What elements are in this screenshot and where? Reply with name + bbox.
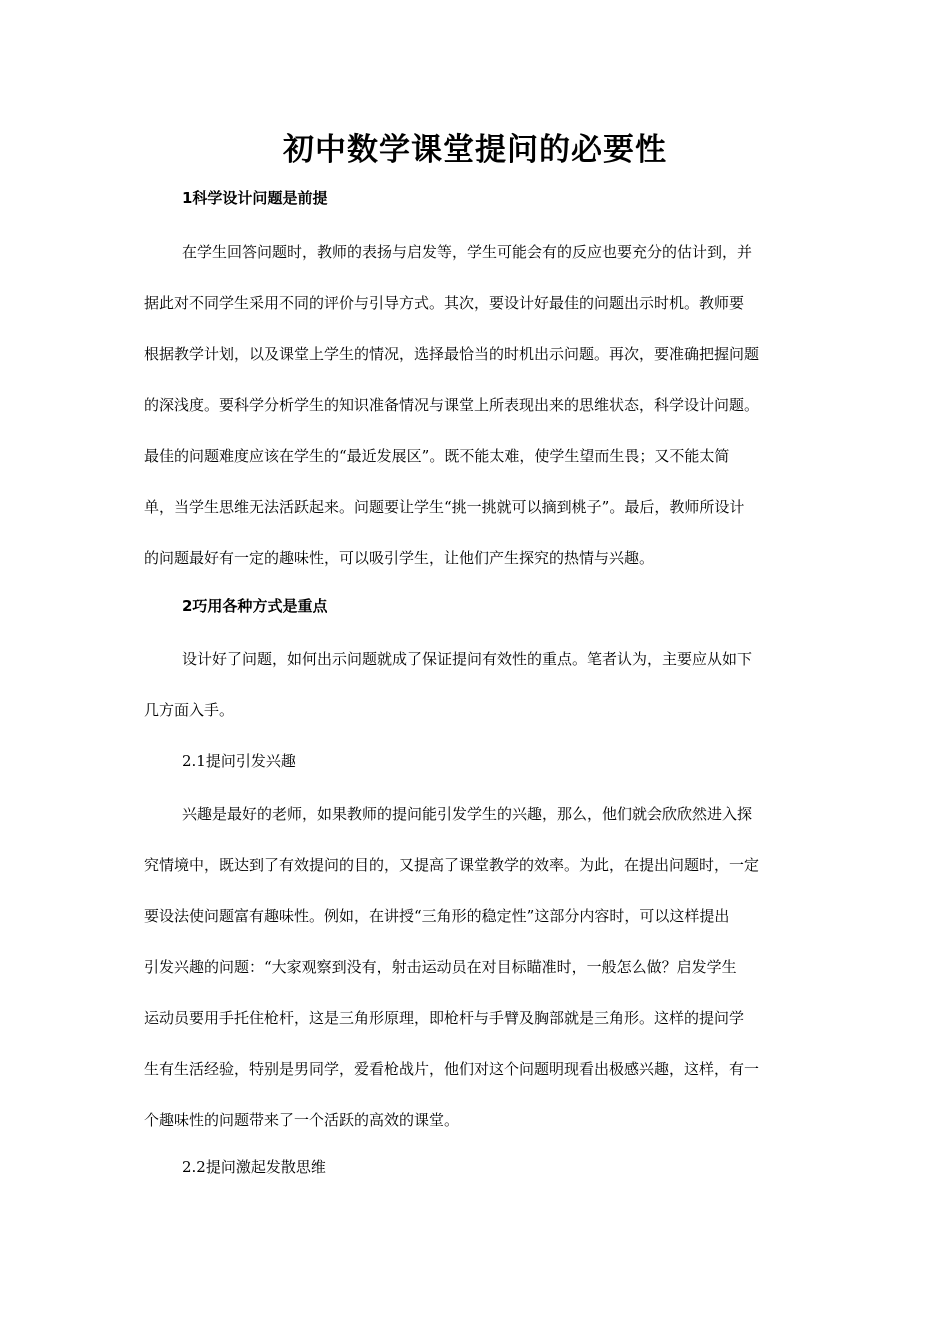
section-heading-2-2: 2.2提问激起发散思维 [182, 1158, 326, 1176]
paragraph-line: 的问题最好有一定的趣味性，可以吸引学生，让他们产生探究的热情与兴趣。 [144, 549, 655, 567]
paragraph-line: 设计好了问题，如何出示问题就成了保证提问有效性的重点。笔者认为，主要应从如下 [182, 650, 753, 668]
paragraph-line: 究情境中，既达到了有效提问的目的，又提高了课堂教学的效率。为此，在提出问题时，一定 [144, 856, 760, 874]
paragraph-line: 兴趣是最好的老师，如果教师的提问能引发学生的兴趣，那么，他们就会欣欣然进入探 [182, 805, 753, 823]
paragraph-line: 生有生活经验，特别是男同学，爱看枪战片，他们对这个问题明现看出极感兴趣，这样，有一 [144, 1060, 760, 1078]
paragraph-section-2-1 [144, 802, 809, 1159]
paragraph-line: 最佳的问题难度应该在学生的“最近发展区”。既不能太难，使学生望而生畏；又不能太简 [144, 447, 730, 465]
section-heading-2: 2巧用各种方式是重点 [182, 597, 328, 615]
paragraph-section-2 [144, 647, 809, 749]
paragraph-line: 运动员要用手托住枪杆，这是三角形原理，即枪杆与手臂及胸部就是三角形。这样的提问学 [144, 1009, 745, 1027]
paragraph-line: 据此对不同学生采用不同的评价与引导方式。其次，要设计好最佳的问题出示时机。教师要 [144, 294, 745, 312]
paragraph-line: 个趣味性的问题带来了一个活跃的高效的课堂。 [144, 1111, 460, 1129]
paragraph-line: 要设法使问题富有趣味性。例如，在讲授“三角形的稳定性”这部分内容时，可以这样提出 [144, 907, 730, 925]
page-title: 初中数学课堂提问的必要性 [283, 132, 667, 168]
paragraph-line: 单，当学生思维无法活跃起来。问题要让学生“挑一挑就可以摘到桃子”。最后，教师所设计 [144, 498, 745, 516]
paragraph-line: 几方面入手。 [144, 701, 235, 719]
section-heading-2-1: 2.1提问引发兴趣 [182, 752, 296, 770]
paragraph-section-1 [144, 240, 809, 597]
section-heading-1: 1科学设计问题是前提 [182, 189, 328, 207]
paragraph-line: 的深浅度。要科学分析学生的知识准备情况与课堂上所表现出来的思维状态，科学设计问题。 [144, 396, 760, 414]
paragraph-line: 根据教学计划，以及课堂上学生的情况，选择最恰当的时机出示问题。再次，要准确把握问题 [144, 345, 760, 363]
paragraph-line: 引发兴趣的问题：“大家观察到没有，射击运动员在对目标瞄准时，一般怎么做？启发学生 [144, 958, 737, 976]
paragraph-line: 在学生回答问题时，教师的表扬与启发等，学生可能会有的反应也要充分的估计到，并 [182, 243, 753, 261]
